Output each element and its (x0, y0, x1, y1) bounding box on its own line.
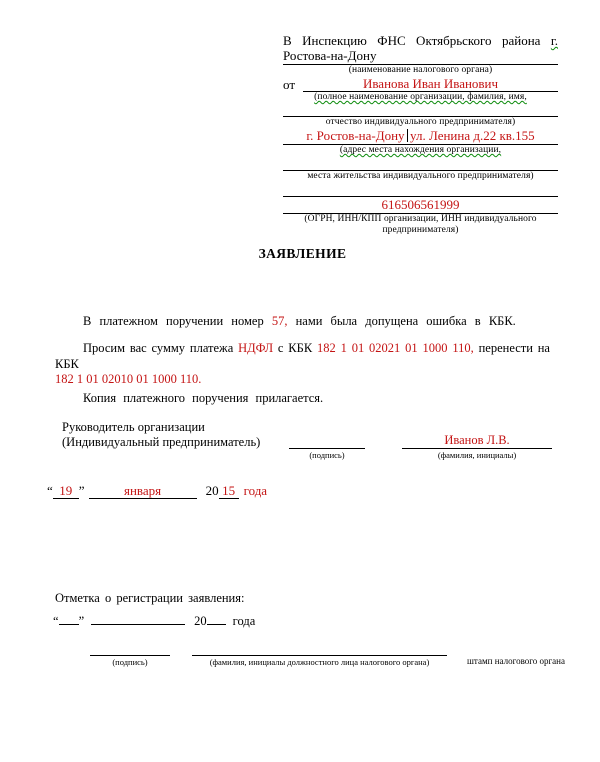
tax-type: НДФЛ (238, 341, 274, 355)
inn-caption-2: предпринимателя) (382, 225, 459, 235)
inn-value: 616506561999 (381, 197, 460, 212)
blank-day-field[interactable] (59, 624, 79, 625)
signer-name-caption: (фамилия, инициалы) (437, 450, 517, 460)
stamp-note: штамп налогового органа (467, 656, 565, 666)
blank-year-field[interactable] (207, 624, 226, 625)
fullname-caption-1: (полное наименование организации, фамилия, имя, (314, 92, 527, 102)
p2-text-tail: перенести на КБК (55, 341, 550, 371)
blank-field-line[interactable] (283, 182, 558, 197)
date-month-field[interactable]: января (89, 484, 197, 499)
inn-caption-1: (ОГРН, ИНН/КПП организации, ИНН индивидуального (304, 214, 537, 224)
role-line-2: (Индивидуальный предприниматель) (62, 435, 261, 449)
signer-name-field[interactable]: Иванов Л.В. (402, 433, 552, 449)
registration-heading: Отметка о регистрации заявления: (55, 591, 245, 605)
p2-text: Просим вас сумму платежа (83, 341, 239, 355)
address-caption-1: (адрес места нахождения организации, (339, 145, 502, 155)
fullname-caption-2: отчество индивидуального предпринимателя) (325, 117, 516, 127)
blank-field-line[interactable] (283, 156, 558, 171)
recipient-text: В Инспекцию ФНС Октябрьского района (283, 33, 541, 48)
signature-caption: (подпись) (309, 450, 345, 460)
signer-role (62, 420, 260, 450)
applicant-name-value[interactable]: Иванова Иван Иванович (303, 76, 558, 92)
role-line-1: Руководитель организации (62, 420, 205, 434)
paragraph-request[interactable] (55, 341, 550, 388)
p2-text-mid: с КБК (273, 341, 318, 355)
address-part2: ул. Ленина д.22 кв.155 (410, 128, 535, 143)
year-prefix: 20 (205, 483, 219, 498)
year-word: года (232, 614, 256, 628)
quote-close: ” (78, 483, 85, 498)
date-day-field[interactable]: 19 (53, 484, 79, 499)
inn-field[interactable] (283, 197, 558, 214)
registration-date-line[interactable] (53, 614, 255, 628)
year-word: года (243, 483, 268, 498)
blank-month-field[interactable] (91, 624, 185, 625)
year-prefix: 20 (194, 614, 207, 628)
document-title: ЗАЯВЛЕНИЕ (258, 246, 347, 261)
quote-open: “ (53, 614, 59, 628)
quote-close: ” (78, 614, 85, 628)
blank-field-line[interactable] (283, 103, 558, 117)
tax-authority-field[interactable] (283, 34, 558, 65)
from-label: от (283, 77, 296, 92)
payment-order-number: 57, (271, 314, 288, 328)
p1-text-end: нами была допущена ошибка в КБК. (287, 314, 516, 328)
kbk-to: 182 1 01 02010 01 1000 110. (55, 372, 202, 386)
spellcheck-word: г. (550, 33, 559, 48)
recipient-block (283, 34, 558, 236)
address-part1: г. Ростов-на-Дону (306, 128, 405, 143)
official-name-caption: (фамилия, инициалы должностного лица налогового органа) (209, 657, 430, 667)
paragraph-error-notice[interactable] (55, 314, 550, 330)
text-cursor (407, 129, 409, 142)
date-year-field[interactable]: 15 (219, 484, 239, 499)
request-line-1 (55, 341, 550, 372)
from-field[interactable] (283, 76, 558, 92)
paragraph-attachment[interactable]: Копия платежного поручения прилагается. (83, 391, 324, 405)
quote-open: “ (47, 483, 53, 498)
recipient-city: Ростова-на-Дону (283, 47, 377, 63)
p1-text: В платежном поручении номер (83, 314, 272, 328)
signature-blank-line[interactable] (289, 433, 365, 449)
address-field[interactable] (283, 128, 558, 145)
official-signature-line[interactable] (90, 640, 170, 656)
document-date-line[interactable] (47, 484, 267, 499)
tax-authority-caption: (наименование налогового органа) (348, 65, 493, 75)
address-caption-2: места жительства индивидуального предпринимателя) (307, 171, 534, 181)
kbk-from: 182 1 01 02021 01 1000 110, (317, 341, 474, 355)
official-signature-caption: (подпись) (112, 657, 148, 667)
official-name-line[interactable] (192, 640, 447, 656)
request-line-2 (55, 372, 550, 388)
